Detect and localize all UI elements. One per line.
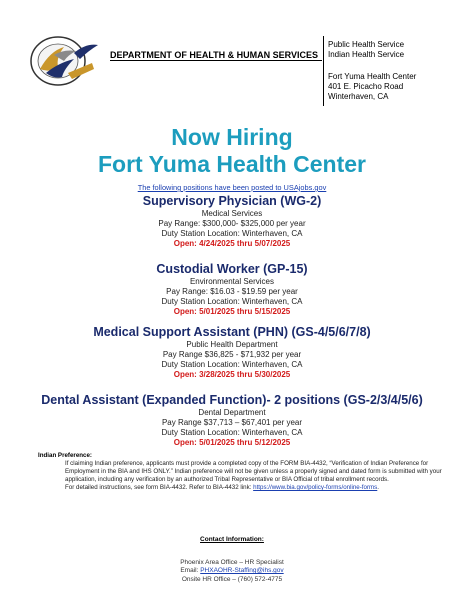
instructions-text: For detailed instructions, see form BIA-4432. Refer to BIA-4432 link: [65, 484, 252, 491]
job-location: Duty Station Location: Winterhaven, CA [161, 297, 303, 306]
job-pay: Pay Range: $300,000- $325,000 per year [158, 219, 306, 228]
instructions-trail: . [377, 484, 380, 491]
job-open-dates: Open: 5/01/2025 thru 5/15/2025 [173, 307, 291, 316]
indian-preference-section [38, 452, 443, 492]
indian-preference-heading: Indian Preference: [38, 452, 92, 459]
agency-line-2: Indian Health Service [328, 50, 405, 59]
contact-office: Phoenix Area Office – HR Specialist [180, 558, 284, 566]
facility-street: 401 E. Picacho Road [328, 82, 404, 91]
job-title: Dental Assistant (Expanded Function)- 2 positions (GS-2/3/4/5/6) [41, 393, 423, 407]
job-title: Medical Support Assistant (PHN) (GS-4/5/6/7/8) [93, 325, 371, 339]
contact-heading: Contact Information: [200, 536, 264, 543]
job-open-dates: Open: 3/28/2025 thru 5/30/2025 [173, 370, 291, 379]
job-listing [0, 262, 464, 317]
job-open-dates: Open: 4/24/2025 thru 5/07/2025 [173, 239, 291, 248]
job-listing [0, 325, 464, 380]
job-title: Custodial Worker (GP-15) [156, 262, 308, 276]
job-department: Public Health Department [186, 340, 278, 349]
job-location: Duty Station Location: Winterhaven, CA [161, 229, 303, 238]
facility-name: Fort Yuma Health Center [328, 72, 417, 81]
job-location: Duty Station Location: Winterhaven, CA [161, 428, 303, 437]
indian-preference-instructions [38, 484, 443, 492]
department-name: DEPARTMENT OF HEALTH & HUMAN SERVICES [110, 50, 319, 60]
page-subtitle: Fort Yuma Health Center [98, 151, 366, 177]
agency-line-1: Public Health Service [328, 40, 405, 49]
job-department: Medical Services [201, 209, 263, 218]
usajobs-link[interactable]: The following positions have been posted to USAjobs.gov [137, 183, 327, 192]
job-pay: Pay Range: $16.03 - $19.59 per year [166, 287, 298, 296]
job-pay: Pay Range $37,713 – $67,401 per year [161, 418, 303, 427]
email-label: Email: [180, 567, 199, 574]
job-location: Duty Station Location: Winterhaven, CA [161, 360, 303, 369]
hhs-seal-logo [28, 33, 102, 91]
bia-forms-link[interactable]: https://www.bia.gov/policy-forms/online-forms [253, 484, 378, 491]
page-title: Now Hiring [171, 124, 293, 150]
job-title: Supervisory Physician (WG-2) [142, 194, 322, 208]
header-vertical-divider [323, 36, 324, 106]
job-department: Environmental Services [189, 277, 275, 286]
contact-section [0, 536, 464, 584]
job-pay: Pay Range $36,825 - $71,932 per year [162, 350, 302, 359]
job-listing [0, 393, 464, 448]
header-divider [110, 60, 322, 61]
contact-email-line [0, 567, 464, 576]
contact-email-link[interactable]: PHXAOHR-Staffing@ihs.gov [200, 567, 284, 574]
job-department: Dental Department [198, 408, 266, 417]
contact-onsite-phone: Onsite HR Office – (760) 572-4775 [181, 575, 283, 583]
job-listing [0, 194, 464, 249]
job-open-dates: Open: 5/01/2025 thru 5/12/2025 [173, 438, 291, 447]
facility-city: Winterhaven, CA [328, 92, 389, 101]
indian-preference-body: If claiming Indian preference, applicants must provide a completed copy of the FORM BIA-4432, “Verification of Indian Preference for Employment in the BIA and IHS ONLY.” Indian preference will not be given unless a properly signed and dated form is submitted with your application, including any verification by an authorized Tribal Representative or BIA Official of tribal enrollment records. [65, 460, 442, 483]
